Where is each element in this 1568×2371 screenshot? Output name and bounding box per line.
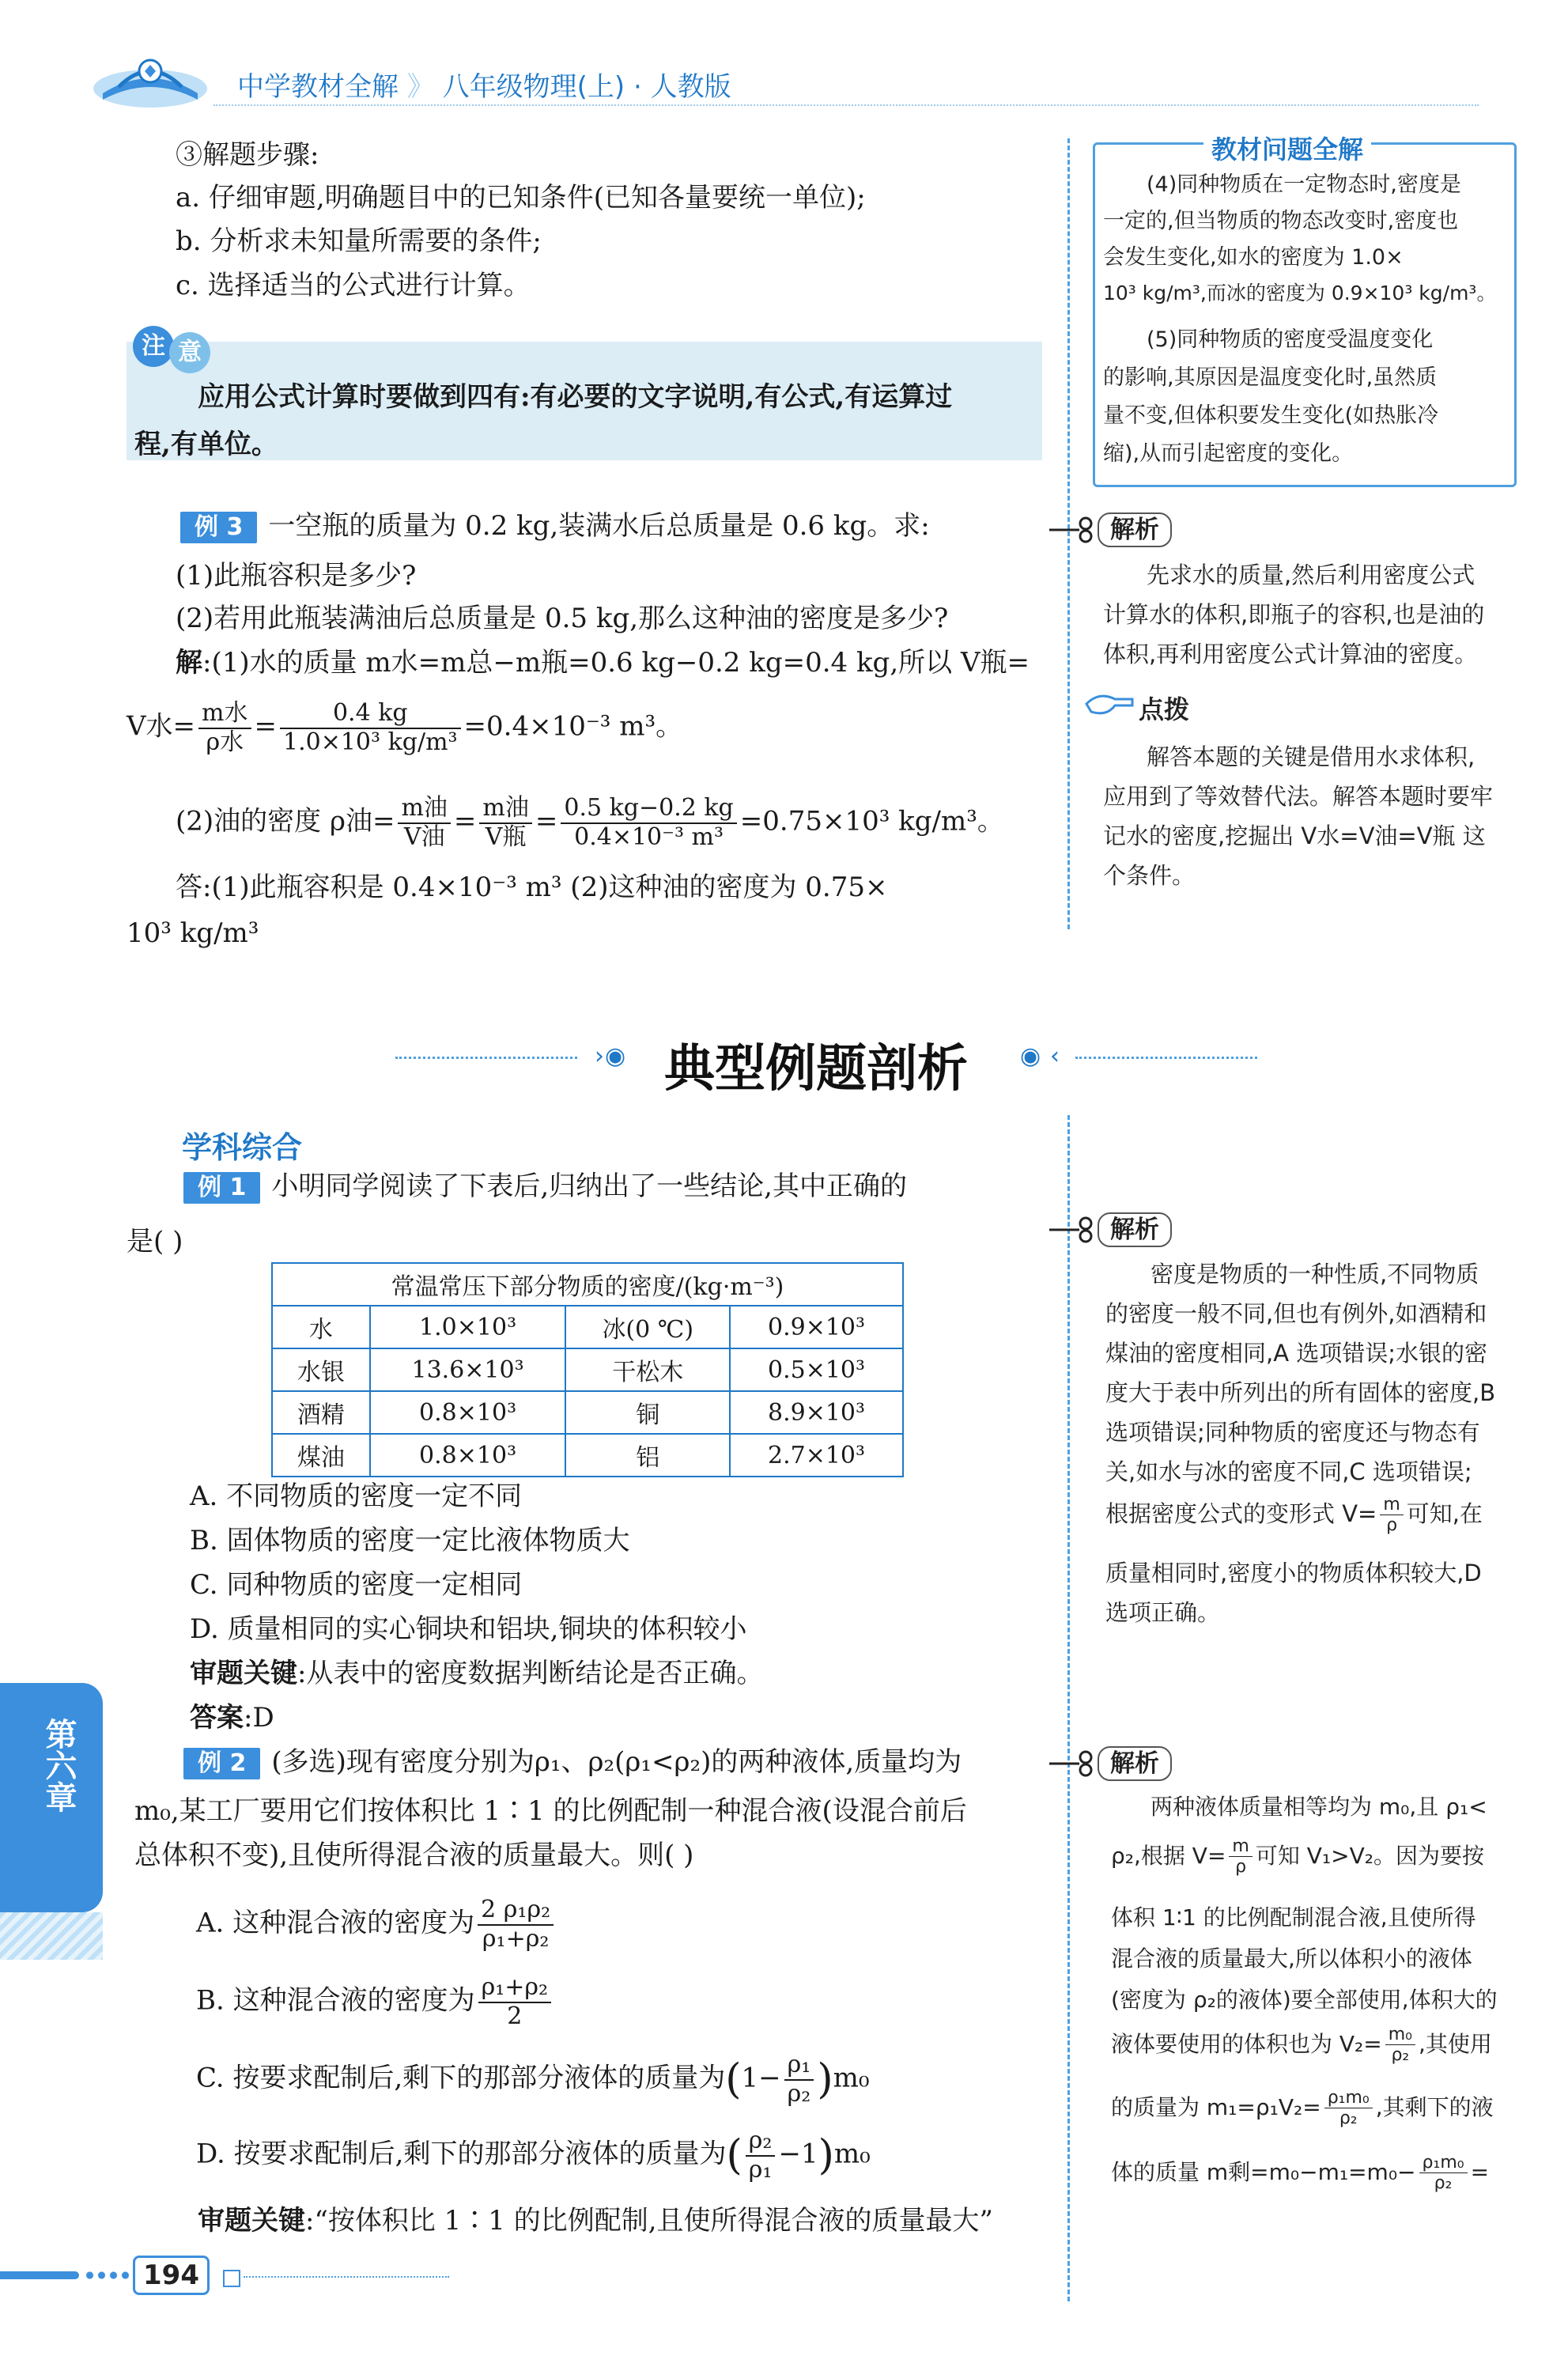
ex2-l2-post: 可知 V₁>V₂。因为要按 <box>1255 1842 1484 1869</box>
ex1-formula-post: 可知,在 <box>1406 1499 1483 1527</box>
ex2-option-d <box>196 2127 871 2184</box>
ex1-answer-text: :D <box>244 1702 274 1734</box>
ex3-frac-m-rho <box>198 700 251 756</box>
ex3-frac4-bot: V瓶 <box>485 822 527 851</box>
section-rule-left <box>395 1057 577 1059</box>
ex2-l6-post: ,其使用 <box>1419 2030 1492 2057</box>
ex2-opt-b-top: ρ₁+ρ₂ <box>478 1974 551 2003</box>
ex2-l7-bot: ρ₂ <box>1339 2108 1358 2129</box>
table-cell: 2.7×10³ <box>730 1434 903 1477</box>
header-series: 中学教材全解 <box>237 71 399 103</box>
ex2-analysis-line-4: 混合液的质量最大,所以体积小的液体 <box>1111 1946 1472 1972</box>
ex2-l2-pre: ρ₂,根据 V= <box>1111 1842 1226 1869</box>
sidebar-line-4: 10³ kg/m³,而冰的密度为 0.9×10³ kg/m³。 <box>1103 282 1497 304</box>
ex1-key-label: 审题关键 <box>190 1658 297 1689</box>
subject-heading: 学科综合 <box>182 1130 303 1165</box>
section-circle-right-icon: ◉ <box>605 1042 626 1070</box>
ex2-analysis-line-1: 两种液体质量相等均为 m₀,且 ρ₁< <box>1150 1794 1487 1820</box>
ex1-key-text: :从表中的密度数据判断结论是否正确。 <box>297 1658 764 1689</box>
ex1-stem-line <box>183 1170 907 1204</box>
ex1-key <box>190 1658 763 1690</box>
sidebar-box-title: 教材问题全解 <box>1203 130 1371 166</box>
ex3-frac1-top: m水 <box>198 700 251 729</box>
ex3-frac-values <box>280 700 461 756</box>
ex3-tip-tag: 点拨 <box>1139 694 1190 724</box>
section-circle-left-icon: ◉ <box>1020 1042 1041 1070</box>
ex2-opt-d-bot: ρ₁ <box>748 2155 773 2184</box>
sidebar-line-2: 一定的,但当物质的物态改变时,密度也 <box>1103 209 1459 233</box>
ex1-analysis-line-7: 质量相同时,密度小的物质体积较大,D <box>1105 1560 1482 1586</box>
ex1-analysis-line-4: 度大于表中所列出的所有固体的密度,B <box>1105 1379 1496 1406</box>
ex3-analysis-tag: 解析 <box>1098 512 1172 547</box>
ex3-solution-text: :(1)水的质量 m水=m总−m瓶=0.6 kg−0.2 kg=0.4 kg,所以 V瓶= <box>202 647 1030 679</box>
ex3-tip-line-2: 应用到了等效替代法。解答本题时要牢 <box>1103 783 1494 810</box>
table-cell: 13.6×10³ <box>370 1348 566 1391</box>
step-b: b. 分析求未知量所需要的条件; <box>176 225 542 257</box>
ex1-option-a: A. 不同物质的密度一定不同 <box>190 1480 523 1512</box>
ex3-solution-label: 解 <box>176 647 202 679</box>
column-divider-bottom <box>1067 1115 1070 2301</box>
table-row <box>272 1348 903 1391</box>
ex3-frac1-bot: ρ水 <box>206 728 244 756</box>
ex2-l6-top: m₀ <box>1385 2025 1415 2045</box>
ex3-q1: (1)此瓶容积是多少? <box>176 560 417 592</box>
chapter-tab-label: 第六章 <box>40 1718 77 1813</box>
ex2-opt-c-paren-r: ) <box>817 2055 833 2104</box>
sidebar-line-7: 量不变,但体积要发生变化(如热胀冷 <box>1103 403 1439 428</box>
ex3-badge: 例 3 <box>180 512 257 543</box>
ex2-analysis-line-2 <box>1111 1836 1484 1878</box>
table-cell: 0.8×10³ <box>370 1391 566 1434</box>
ex2-l6-frac <box>1385 2025 1415 2066</box>
ex3-v-result: =0.4×10⁻³ m³。 <box>463 710 683 743</box>
ex1-formula-bot: ρ <box>1386 1515 1398 1536</box>
ex1-analysis-line-2: 的密度一般不同,但也有例外,如酒精和 <box>1105 1300 1487 1327</box>
table-row <box>272 1434 903 1477</box>
ex2-l6-bot: ρ₂ <box>1391 2045 1410 2066</box>
ex2-opt-d-paren-r: ) <box>818 2131 834 2180</box>
sidebar-line-6: 的影响,其原因是温度变化时,虽然质 <box>1103 365 1438 390</box>
ex2-analysis-line-3: 体积 1∶1 的比例配制混合液,且使所得 <box>1111 1904 1476 1930</box>
ex2-opt-a-top: 2 ρ₁ρ₂ <box>478 1896 554 1926</box>
header-arrows-icon: 》 <box>406 71 434 103</box>
density-table <box>271 1262 904 1477</box>
step-c: c. 选择适当的公式进行计算。 <box>176 270 531 301</box>
ex3-tip-line-1: 解答本题的关键是借用水求体积, <box>1147 743 1475 770</box>
ex3-frac4 <box>479 795 531 851</box>
note-line-1: 应用公式计算时要做到四有:有必要的文字说明,有公式,有运算过 <box>198 381 953 413</box>
ex2-opt-d-minus: −1 <box>778 2138 818 2170</box>
ex3-frac5-bot: 0.4×10⁻³ m³ <box>574 822 724 851</box>
ex1-stem-2: 是( ) <box>127 1226 183 1257</box>
ex1-formula-frac <box>1380 1495 1403 1536</box>
ex3-frac2-top: 0.4 kg <box>280 700 461 729</box>
scissors-icon <box>1048 514 1095 546</box>
ex3-eq2: = <box>453 805 477 838</box>
ex2-option-b <box>196 1974 554 2030</box>
ex1-analysis-line-8: 选项正确。 <box>1105 1599 1221 1626</box>
footer-square-icon <box>223 2270 240 2287</box>
ex3-frac3-top: m油 <box>398 795 450 824</box>
ex3-frac5 <box>561 795 736 851</box>
ex2-opt-c-paren-l: ( <box>725 2055 742 2104</box>
ex2-opt-c-frac <box>784 2051 814 2108</box>
ex3-stem-line <box>180 510 930 543</box>
ex3-oil-formula <box>176 795 1004 851</box>
footer-bar <box>0 2271 79 2279</box>
footer-rule <box>244 2276 449 2278</box>
note-char-2: 意 <box>169 332 210 373</box>
ex3-stem: 一空瓶的质量为 0.2 kg,装满水后总质量是 0.6 kg。求: <box>268 510 930 542</box>
scissors-icon <box>1048 1214 1095 1246</box>
ex1-formula-pre: 根据密度公式的变形式 V= <box>1105 1499 1377 1527</box>
ex3-analysis-line-1: 先求水的质量,然后利用密度公式 <box>1147 562 1475 588</box>
ex3-frac5-top: 0.5 kg−0.2 kg <box>561 795 736 824</box>
ex2-key-text: :“按体积比 1∶1 的比例配制,且使所得混合液的质量最大” <box>305 2205 993 2237</box>
ex2-opt-d-top: ρ₂ <box>746 2127 776 2157</box>
ex2-l2-frac <box>1229 1836 1252 1878</box>
ex2-stem-1: (多选)现有密度分别为ρ₁、ρ₂(ρ₁<ρ₂)的两种液体,质量均为 <box>271 1746 962 1778</box>
ex2-l8-pre: 体的质量 m剩=m₀−m₁=m₀− <box>1111 2158 1416 2185</box>
ex2-l7-frac <box>1324 2088 1373 2129</box>
ex3-solution-line1 <box>176 647 1030 679</box>
ex2-opt-c-top: ρ₁ <box>784 2051 814 2081</box>
ex1-formula-top: m <box>1380 1495 1403 1515</box>
steps-title: ③解题步骤: <box>176 139 319 171</box>
ex1-answer <box>190 1702 274 1734</box>
ex3-frac3 <box>398 795 450 851</box>
ex3-frac4-top: m油 <box>479 795 531 824</box>
ex2-l2-top: m <box>1229 1836 1252 1857</box>
ex1-answer-label: 答案 <box>190 1702 244 1734</box>
ex1-badge: 例 1 <box>183 1172 260 1204</box>
ex2-analysis-line-8 <box>1111 2153 1489 2194</box>
ex2-opt-c-pre: C. 按要求配制后,剩下的那部分液体的质量为 <box>196 2062 726 2094</box>
ex2-analysis-line-7 <box>1111 2088 1494 2129</box>
ex2-option-c <box>196 2051 870 2108</box>
sidebar-line-1: (4)同种物质在一定物态时,密度是 <box>1147 172 1461 197</box>
table-cell: 0.8×10³ <box>370 1434 566 1477</box>
table-cell: 0.5×10³ <box>730 1348 903 1391</box>
ex1-analysis-line-6: 关,如水与冰的密度不同,C 选项错误; <box>1105 1458 1472 1485</box>
pointing-hand-icon <box>1083 686 1135 721</box>
ex3-oil-left: (2)油的密度 ρ油= <box>176 805 395 838</box>
ex2-opt-c-one: 1− <box>741 2062 781 2094</box>
section-title: 典型例题剖析 <box>664 1040 968 1099</box>
ex2-opt-b-bot: 2 <box>507 2002 523 2030</box>
ex1-option-b: B. 固体物质的密度一定比液体物质大 <box>190 1525 630 1556</box>
ex2-badge: 例 2 <box>183 1748 260 1779</box>
ex2-l7-pre: 的质量为 m₁=ρ₁V₂= <box>1111 2093 1321 2120</box>
ex2-stem-line <box>183 1746 962 1779</box>
table-caption-row <box>272 1263 903 1306</box>
ex2-l8-post: = <box>1470 2158 1490 2185</box>
ex3-v-left: V水= <box>127 710 196 743</box>
sidebar-line-3: 会发生变化,如水的密度为 1.0× <box>1103 245 1404 270</box>
ex3-oil-result: =0.75×10³ kg/m³。 <box>739 805 1004 838</box>
ex2-opt-c-m: m₀ <box>833 2062 870 2094</box>
table-cell: 水银 <box>272 1348 370 1391</box>
table-cell: 铝 <box>565 1434 730 1477</box>
page-number: 194 <box>133 2256 210 2295</box>
section-rule-right <box>1075 1057 1257 1059</box>
table-caption: 常温常压下部分物质的密度/(kg·m⁻³) <box>272 1263 903 1306</box>
ex1-analysis-tag: 解析 <box>1098 1212 1172 1247</box>
ex2-stem-2: m₀,某工厂要用它们按体积比 1∶1 的比例配制一种混合液(设混合前后 <box>134 1795 967 1827</box>
step-a: a. 仔细审题,明确题目中的已知条件(已知各量要统一单位); <box>176 182 866 214</box>
ex2-analysis-line-5: (密度为 ρ₂的液体)要全部使用,体积大的 <box>1111 1987 1498 2013</box>
ex1-analysis-line-1: 密度是物质的一种性质,不同物质 <box>1150 1261 1479 1288</box>
header <box>0 0 1568 111</box>
ex1-option-d: D. 质量相同的实心铜块和铝块,铜块的体积较小 <box>190 1613 747 1645</box>
ex3-q2: (2)若用此瓶装满油后总质量是 0.5 kg,那么这种油的密度是多少? <box>176 603 949 634</box>
ex3-volume-formula <box>127 700 682 756</box>
ex2-analysis-line-6 <box>1111 2025 1492 2066</box>
ex1-analysis-line-3: 煤油的密度相同,A 选项错误;水银的密 <box>1105 1340 1488 1367</box>
ex2-opt-a-frac <box>478 1896 554 1953</box>
ex2-l6-pre: 液体要使用的体积也为 V₂= <box>1111 2030 1382 2057</box>
ex2-opt-c-bot: ρ₂ <box>787 2079 811 2108</box>
header-rule <box>213 104 1479 106</box>
note-line-2: 程,有单位。 <box>134 429 278 460</box>
note-char-1: 注 <box>133 326 174 367</box>
ex3-tip-line-3: 记水的密度,挖掘出 V水=V油=V瓶 这 <box>1103 822 1486 849</box>
ex2-opt-a-bot: ρ₁+ρ₂ <box>482 1924 550 1953</box>
table-cell: 1.0×10³ <box>370 1306 566 1348</box>
table-cell: 酒精 <box>272 1391 370 1434</box>
ex2-analysis-tag: 解析 <box>1098 1746 1172 1781</box>
ex2-stem-3: 总体积不变),且使所得混合液的质量最大。则( ) <box>134 1840 694 1871</box>
ex2-opt-b-frac <box>478 1974 551 2030</box>
chevron-right-icon: › <box>595 1042 604 1070</box>
table-row <box>272 1306 903 1348</box>
ex3-tip-line-4: 个条件。 <box>1103 862 1196 889</box>
ex3-frac2-bot: 1.0×10³ kg/m³ <box>283 728 458 756</box>
table-cell: 干松木 <box>565 1348 730 1391</box>
ex3-eq: = <box>254 710 277 743</box>
sidebar-line-5: (5)同种物质的密度受温度变化 <box>1147 327 1434 352</box>
ex2-l7-post: ,其剩下的液 <box>1375 2093 1494 2120</box>
footer-dots <box>84 2271 131 2279</box>
ex1-stem-1: 小明同学阅读了下表后,归纳出了一些结论,其中正确的 <box>271 1170 907 1202</box>
ex2-l2-bot: ρ <box>1235 1857 1247 1878</box>
ex3-eq3: = <box>535 805 558 838</box>
ex2-key <box>198 2205 993 2237</box>
ex1-analysis-line-5: 选项错误;同种物质的密度还与物态有 <box>1105 1419 1480 1446</box>
density-table-wrap <box>271 1262 904 1477</box>
ex3-answer-2: 10³ kg/m³ <box>127 917 259 949</box>
table-cell: 0.9×10³ <box>730 1306 903 1348</box>
sidebar-line-8: 缩),从而引起密度的变化。 <box>1103 441 1354 466</box>
ex2-l8-frac <box>1419 2153 1468 2194</box>
chapter-tab-stripes <box>0 1912 103 1960</box>
table-cell: 铜 <box>565 1391 730 1434</box>
chevron-left-icon: ‹ <box>1050 1042 1060 1070</box>
ex1-option-c: C. 同种物质的密度一定相同 <box>190 1569 523 1601</box>
ex2-l7-top: ρ₁m₀ <box>1324 2088 1373 2108</box>
ex3-answer-1: 答:(1)此瓶容积是 0.4×10⁻³ m³ (2)这种油的密度为 0.75× <box>176 872 888 903</box>
ex2-opt-d-frac <box>746 2127 776 2184</box>
table-cell: 冰(0 ℃) <box>565 1306 730 1348</box>
ex2-option-a <box>196 1896 557 1953</box>
ex1-analysis-formula <box>1105 1495 1483 1536</box>
ex2-l8-top: ρ₁m₀ <box>1419 2153 1468 2173</box>
ex2-opt-d-paren-l: ( <box>726 2131 742 2180</box>
table-cell: 水 <box>272 1306 370 1348</box>
ex3-analysis-line-3: 体积,再利用密度公式计算油的密度。 <box>1103 641 1478 667</box>
ex2-opt-a-pre: A. 这种混合液的密度为 <box>196 1907 475 1939</box>
table-cell: 煤油 <box>272 1434 370 1477</box>
ex3-frac3-bot: V油 <box>403 822 445 851</box>
ex2-opt-d-pre: D. 按要求配制后,剩下的那部分液体的质量为 <box>196 2138 727 2170</box>
ex2-opt-b-pre: B. 这种混合液的密度为 <box>196 1984 475 2017</box>
header-subtitle: 八年级物理(上) · 人教版 <box>442 71 731 103</box>
ex2-opt-d-m: m₀ <box>833 2138 871 2170</box>
book-logo-icon <box>87 47 213 111</box>
table-row <box>272 1391 903 1434</box>
table-cell: 8.9×10³ <box>730 1391 903 1434</box>
ex3-analysis-line-2: 计算水的体积,即瓶子的容积,也是油的 <box>1103 601 1485 628</box>
ex2-l8-bot: ρ₂ <box>1434 2173 1453 2194</box>
ex2-key-label: 审题关键 <box>198 2205 305 2237</box>
scissors-icon <box>1048 1748 1095 1779</box>
